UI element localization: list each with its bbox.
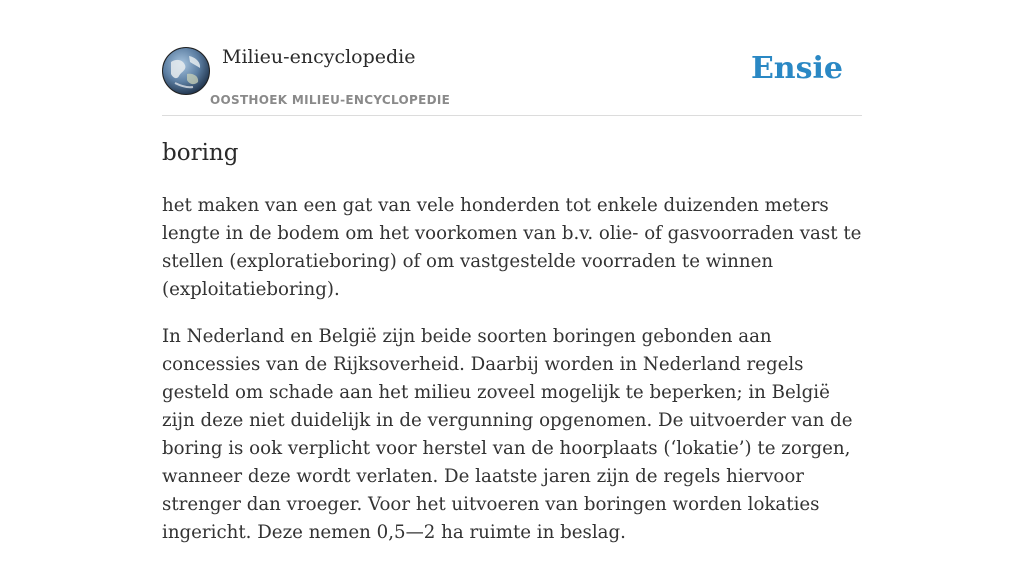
entry-content <box>162 192 862 566</box>
page <box>162 0 862 543</box>
header <box>162 0 862 116</box>
site-subtitle[interactable]: OOSTHOEK MILIEU-ENCYCLOPEDIE <box>210 93 451 107</box>
entry-paragraph-2: In Nederland en België zijn beide soorten boringen gebonden aan concessies van de Rijksoverheid. Daarbij worden in Nederland regels gesteld om schade aan het milieu zoveel mogelijk te beperken; in België zijn deze niet duidelijk in de vergunning opgenomen. De uitvoerder van de boring is ook verplicht voor herstel van de hoorplaats (‘lokatie’) te zorgen, wanneer deze wordt verlaten. De laatste jaren zijn de regels hiervoor strenger dan vroeger. Voor het uitvoeren van boringen worden lokaties ingericht. Deze nemen 0,5—2 ha ruimte in beslag. <box>162 326 853 543</box>
entry-paragraph-1: het maken van een gat van vele honderden tot enkele duizenden meters lengte in de bodem om het voorkomen van b.v. olie- of gasvoorraden vast te stellen (exploratieboring) of om vastgestelde voorraden te winnen (exploitatieboring). <box>162 195 862 300</box>
entry-title: boring <box>162 140 239 166</box>
earth-globe-icon[interactable] <box>162 47 210 95</box>
brand-logo-link[interactable]: Ensie <box>750 51 843 86</box>
site-name[interactable]: Milieu-encyclopedie <box>222 46 416 68</box>
